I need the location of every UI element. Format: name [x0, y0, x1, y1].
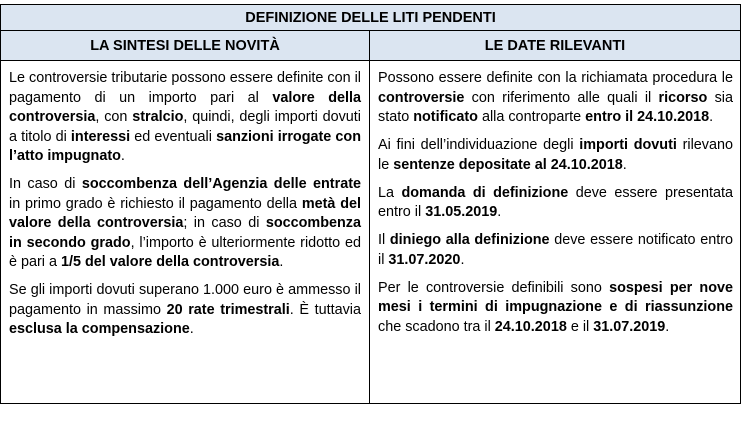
bold-text: sospesi per nove mesi i termini di impugnazione e di riassunzione	[378, 279, 734, 315]
column-divider	[369, 60, 370, 403]
text-run: La	[378, 184, 402, 201]
text-run: .	[460, 251, 465, 268]
text-run: .	[497, 204, 502, 220]
text-run: sia stato	[378, 89, 733, 125]
paragraph	[378, 69, 733, 128]
text-run: Ai fini dell’individuazione degli	[378, 137, 580, 153]
table-title: DEFINIZIONE DELLE LITI PENDENTI	[1, 5, 740, 31]
bold-text: 31.07.2020	[388, 251, 461, 268]
paragraph	[378, 184, 733, 223]
text-run: che scadono tra il	[378, 318, 495, 335]
bold-text: sentenze depositate al 24.10.2018	[393, 156, 623, 173]
bold-text: entro il 24.10.2018	[585, 109, 710, 125]
text-run: in primo grado è richiesto il pagamento della	[9, 195, 302, 212]
bold-text: 31.05.2019	[425, 204, 498, 220]
paragraph	[378, 136, 733, 175]
bold-text: soccombenza dell’Agenzia delle entrate	[81, 176, 361, 192]
bold-text: metà del valore della controversia	[9, 195, 362, 231]
text-run: .	[622, 156, 627, 173]
text-run: e il	[566, 318, 594, 335]
text-run: Il	[378, 232, 390, 248]
text-run: In caso di	[9, 176, 82, 192]
bold-text: valore della controversia	[9, 89, 361, 125]
text-run: .	[120, 148, 125, 164]
bold-text: 31.07.2019	[593, 318, 666, 335]
text-run: ; in caso di	[183, 215, 266, 231]
bold-text: 20 rate trimestrali	[166, 301, 290, 318]
text-run: rilevano le	[378, 137, 733, 173]
paragraph	[9, 175, 361, 273]
text-run: Le controversie tributarie possono essere definite con il pagamento di un importo pari al	[9, 70, 361, 106]
bold-text: 24.10.2018	[494, 318, 567, 335]
text-run: con riferimento alle quali il	[464, 89, 659, 106]
bold-text: importi dovuti	[579, 137, 677, 153]
summary-column	[9, 69, 361, 348]
paragraph	[378, 231, 733, 270]
bold-text: domanda di definizione	[401, 184, 569, 201]
text-run: deve essere presentata entro il	[378, 184, 733, 220]
bold-text: controversie	[378, 89, 465, 106]
paragraph	[9, 69, 361, 167]
paragraph	[378, 279, 733, 338]
text-run: , l’importo è ulteriormente ridotto ed è pari a	[9, 234, 361, 270]
bold-text: soccombenza in secondo grado	[9, 215, 361, 251]
paragraph	[9, 281, 361, 340]
bold-text: ricorso	[658, 89, 708, 106]
text-run: .	[709, 109, 714, 125]
column-header-dates: LE DATE RILEVANTI	[370, 31, 740, 61]
bold-text: esclusa la compensazione	[9, 321, 190, 337]
text-run: , con	[95, 109, 133, 125]
bold-text: notificato	[413, 109, 478, 125]
text-run: .	[665, 318, 670, 335]
text-run: alla controparte	[477, 109, 586, 125]
text-run: .	[189, 321, 194, 337]
text-run: .	[279, 254, 284, 270]
text-run: ed eventuali	[130, 128, 217, 145]
text-run: deve essere notificato entro il	[378, 232, 733, 268]
text-run: . È tuttavia	[289, 301, 361, 318]
text-run: , quindi, degli importi dovuti a titolo di	[9, 109, 361, 145]
bold-text: interessi	[70, 128, 131, 145]
bold-text: 1/5 del valore della controversia	[61, 254, 280, 270]
bold-text: stralcio	[132, 109, 184, 125]
text-run: Se gli importi dovuti superano 1.000 euro è ammesso il pagamento in massimo	[9, 282, 361, 318]
column-header-summary: LA SINTESI DELLE NOVITÀ	[1, 31, 370, 61]
text-run: Per le controversie definibili sono	[378, 279, 610, 296]
dates-column	[378, 69, 733, 346]
text-run: Possono essere definite con la richiamata procedura le	[378, 70, 733, 86]
bold-text: sanzioni irrogate con l’atto impugnato	[9, 128, 362, 164]
bold-text: diniego alla definizione	[389, 232, 550, 248]
